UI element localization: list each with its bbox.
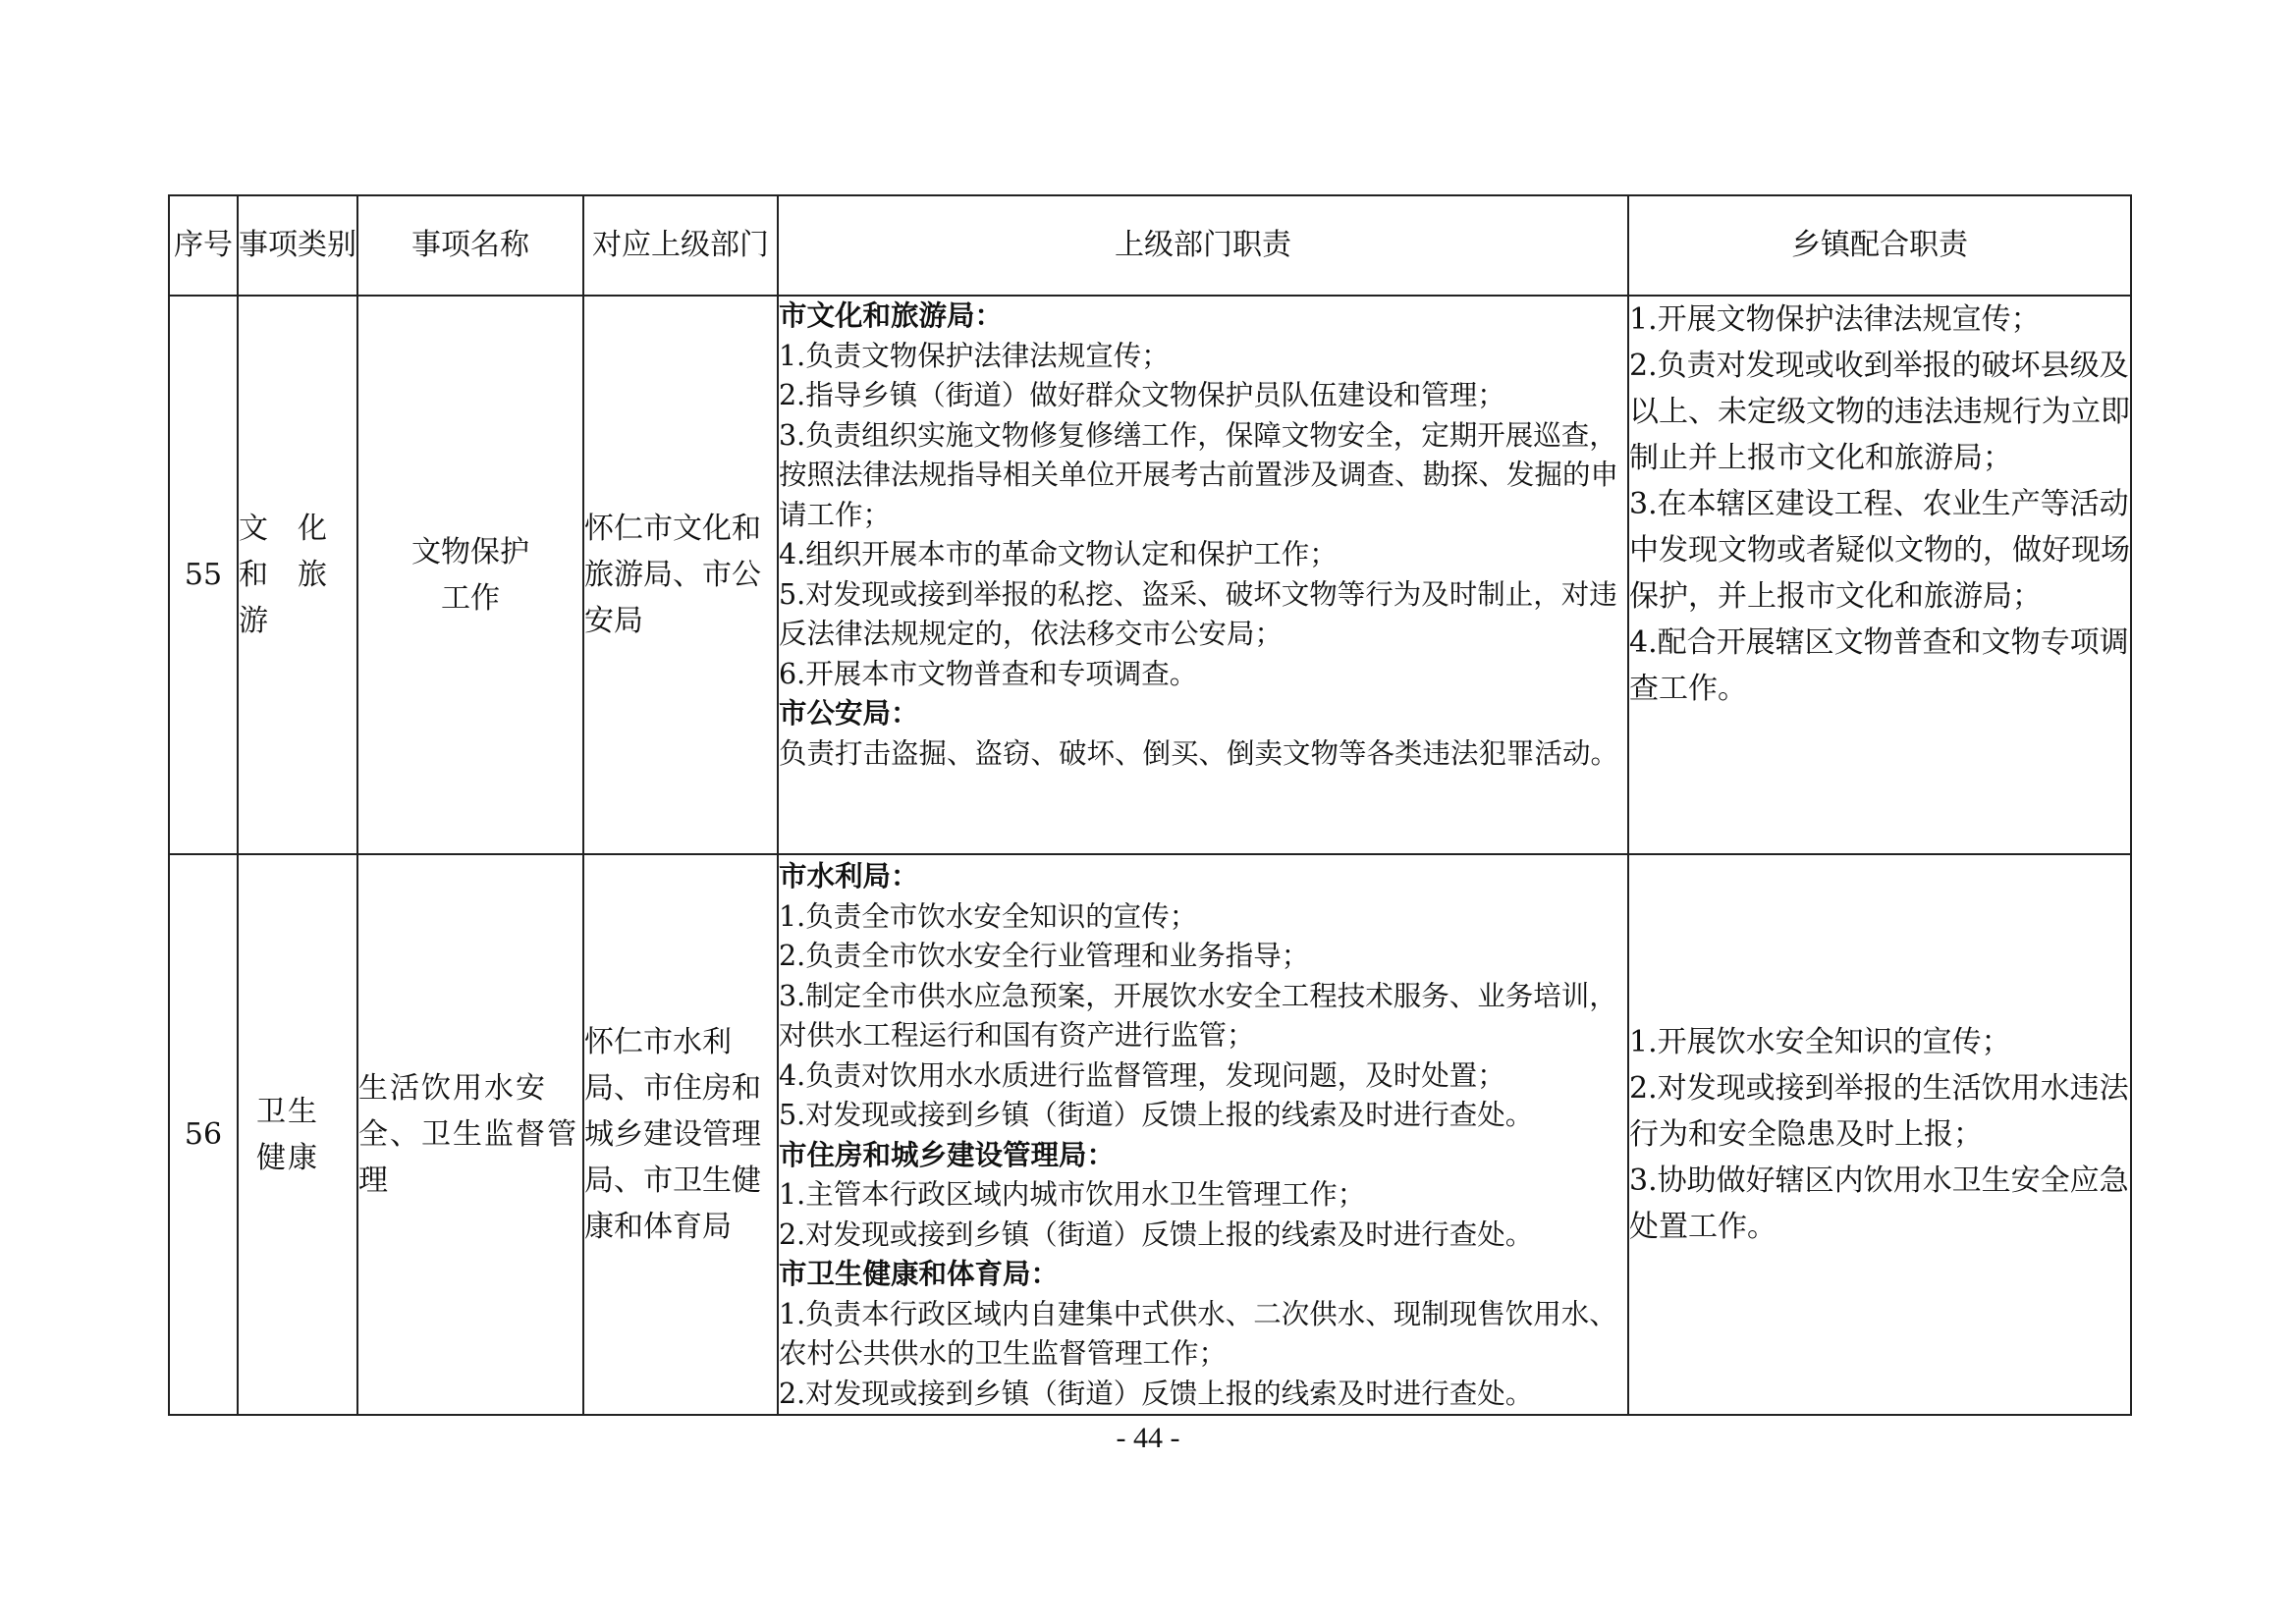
dept-heading: 市住房和城乡建设管理局： xyxy=(779,1138,1116,1171)
dept-heading: 市卫生健康和体育局： xyxy=(779,1258,1060,1290)
duty-table xyxy=(168,194,2132,1416)
duty-item: 6.开展本市文物普查和专项调查。 xyxy=(779,657,1198,690)
duty-item: 1.负责文物保护法律法规宣传； xyxy=(779,339,1170,372)
dept-heading: 市水利局： xyxy=(779,860,919,893)
town-duty-item: 1.开展文物保护法律法规宣传； xyxy=(1629,302,2041,337)
row-item-name: 生活饮用水安全、卫生监督管理 xyxy=(357,854,583,1415)
row-seq: 56 xyxy=(169,854,238,1415)
row-item-name: 文物保护工作 xyxy=(357,296,583,854)
duty-item: 5.对发现或接到举报的私挖、盗采、破坏文物等行为及时制止，对违反法律法规规定的，依法移交市公安局； xyxy=(779,577,1617,650)
table-row xyxy=(169,854,2131,1415)
row-town-duty xyxy=(1628,296,2131,854)
row-superior-duty xyxy=(778,854,1628,1415)
row-category: 文化和旅游 xyxy=(238,296,357,854)
row-department: 怀仁市文化和旅游局、市公安局 xyxy=(583,296,778,854)
town-duty-item: 3.协助做好辖区内饮用水卫生安全应急处置工作。 xyxy=(1629,1163,2129,1244)
header-name: 事项名称 xyxy=(357,195,583,296)
town-duty-item: 3.在本辖区建设工程、农业生产等活动中发现文物或者疑似文物的，做好现场保护，并上报市文化和旅游局； xyxy=(1629,487,2130,614)
duty-item: 2.负责全市饮水安全行业管理和业务指导； xyxy=(779,940,1310,972)
header-superior-duty: 上级部门职责 xyxy=(778,195,1628,296)
duty-item: 3.负责组织实施文物修复修缮工作，保障文物安全，定期开展巡查，按照法律法规指导相关单位开展考古前置涉及调查、勘探、发掘的申请工作； xyxy=(779,418,1619,531)
dept-heading: 市文化和旅游局： xyxy=(779,299,1004,332)
town-duty-item: 2.负责对发现或收到举报的破坏县级及以上、未定级文物的违法违规行为立即制止并上报市文化和旅游局； xyxy=(1629,349,2130,475)
town-duty-item: 4.配合开展辖区文物普查和文物专项调查工作。 xyxy=(1629,625,2129,706)
duty-item: 5.对发现或接到乡镇（街道）反馈上报的线索及时进行查处。 xyxy=(779,1099,1534,1131)
duty-item: 1.负责本行政区域内自建集中式供水、二次供水、现制现售饮用水、农村公共供水的卫生监督管理工作； xyxy=(779,1297,1617,1370)
row-town-duty xyxy=(1628,854,2131,1415)
header-department: 对应上级部门 xyxy=(583,195,778,296)
duty-item: 4.组织开展本市的革命文物认定和保护工作； xyxy=(779,538,1338,570)
table-row xyxy=(169,296,2131,854)
header-category: 事项类别 xyxy=(238,195,357,296)
duty-item: 1.主管本行政区域内城市饮用水卫生管理工作； xyxy=(779,1178,1366,1211)
row-seq: 55 xyxy=(169,296,238,854)
town-duty-item: 2.对发现或接到举报的生活饮用水违法行为和安全隐患及时上报； xyxy=(1629,1071,2129,1152)
duty-item: 2.指导乡镇（街道）做好群众文物保护员队伍建设和管理； xyxy=(779,379,1505,411)
row-superior-duty xyxy=(778,296,1628,854)
header-town-duty: 乡镇配合职责 xyxy=(1628,195,2131,296)
row-category: 卫生健康 xyxy=(238,854,357,1415)
dept-heading: 市公安局： xyxy=(779,697,919,730)
duty-item: 负责打击盗掘、盗窃、破坏、倒买、倒卖文物等各类违法犯罪活动。 xyxy=(779,736,1619,770)
duty-item: 2.对发现或接到乡镇（街道）反馈上报的线索及时进行查处。 xyxy=(779,1377,1534,1410)
header-seq: 序号 xyxy=(169,195,238,296)
duty-item: 4.负责对饮用水水质进行监督管理，发现问题，及时处置； xyxy=(779,1058,1505,1092)
town-duty-item: 1.开展饮水安全知识的宣传； xyxy=(1629,1025,2011,1059)
duty-item: 3.制定全市供水应急预案，开展饮水安全工程技术服务、业务培训，对供水工程运行和国有资产进行监管； xyxy=(779,979,1617,1052)
row-department: 怀仁市水利局、市住房和城乡建设管理局、市卫生健康和体育局 xyxy=(583,854,778,1415)
page-number: - 44 - xyxy=(1116,1422,1180,1454)
table-header-row xyxy=(169,195,2131,296)
duty-item: 2.对发现或接到乡镇（街道）反馈上报的线索及时进行查处。 xyxy=(779,1217,1534,1251)
duty-item: 1.负责全市饮水安全知识的宣传； xyxy=(779,899,1198,933)
